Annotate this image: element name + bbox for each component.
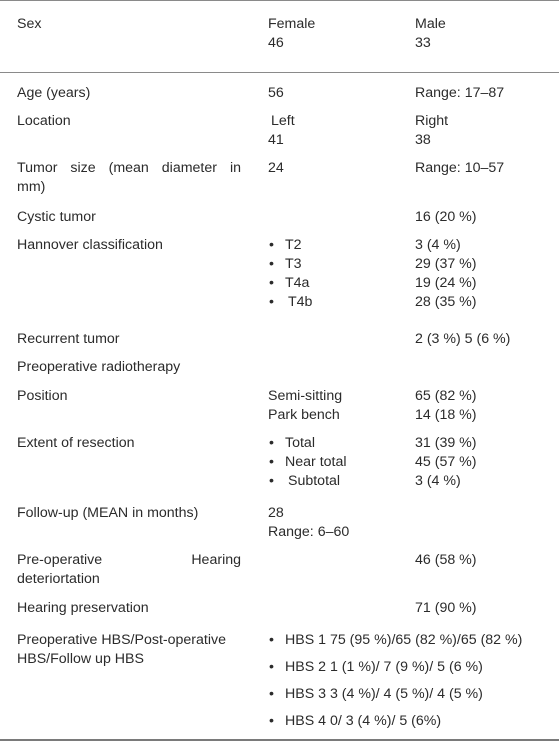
row-label: Hearing preservation [17,600,149,616]
row-male-value: Range: 17–87 [415,85,505,101]
hannover-grades [268,236,408,312]
row-label: Hannover classification [17,237,163,253]
label-word: diameter [161,160,217,176]
header-female-count: 46 [268,35,284,51]
list-item: 14 (18 %) [415,407,477,423]
row-label: Preoperative radiotherapy [17,359,181,375]
list-item: • T3 [268,255,408,274]
location-left-label: Left [271,113,295,129]
list-item: 3 (4 %) [415,237,461,253]
row-location-right [415,112,555,150]
row-label: Follow-up (MEAN in months) [17,505,199,521]
followup-mean: 28 [268,505,284,521]
hbs-label-line2: HBS/Follow up HBS [17,651,144,667]
label-word: Tumor [17,160,58,176]
list-item: • T2 [268,236,408,255]
list-item: • Near total [268,453,408,472]
row-male-value: 71 (90 %) [415,600,477,616]
row-label: Cystic tumor [17,209,96,225]
label-word: (mean [108,160,149,176]
list-item: • HBS 2 1 (1 %)/ 7 (9 %)/ 5 (6 %) [268,658,558,677]
header-female [268,15,408,53]
resection-values [415,434,555,491]
list-item: 65 (82 %) [415,388,477,404]
row-label [17,159,241,197]
hbs-list [268,631,558,731]
row-male-value: Range: 10–57 [415,160,505,176]
position-values [415,387,555,425]
label-word: in [229,160,241,176]
list-item: 45 (57 %) [415,454,477,470]
table-header-rule [0,72,559,73]
list-item: Park bench [268,407,340,423]
row-label: Extent of resection [17,435,135,451]
label-word: size [70,160,96,176]
tumor-size-label-line1 [17,159,241,178]
hearing-det-label-line1 [17,551,241,570]
location-right-value: 38 [415,132,431,148]
row-label [17,551,241,589]
tumor-size-label-line2: mm) [17,179,46,195]
row-label: Recurrent tumor [17,331,120,347]
list-item: • Total [268,434,408,453]
list-item: 28 (35 %) [415,294,477,310]
header-male [415,15,555,53]
position-names [268,387,408,425]
location-left-value: 41 [268,132,284,148]
list-item: • HBS 3 3 (4 %)/ 4 (5 %)/ 4 (5 %) [268,685,558,704]
row-location-left [268,112,411,150]
header-male-count: 33 [415,35,431,51]
row-female-value: 56 [268,85,284,101]
row-label: Position [17,388,68,404]
header-male-label: Male [415,16,446,32]
row-label: Location [17,113,71,129]
row-female-value: 24 [268,160,284,176]
list-item: Semi-sitting [268,388,343,404]
row-male-value: 46 (58 %) [415,552,477,568]
followup-range: Range: 6–60 [268,524,350,540]
label-word: Pre-operative [17,552,103,568]
list-item: • Subtotal [268,472,408,491]
followup-female [268,504,408,542]
location-right-label: Right [415,113,449,129]
row-label [17,631,241,669]
row-male-value: 16 (20 %) [415,209,477,225]
list-item: 3 (4 %) [415,473,461,489]
hbs-label-line1: Preoperative HBS/Post-operative [17,632,226,648]
table-top-rule [0,0,559,1]
hannover-values [415,236,555,312]
row-label: Age (years) [17,85,91,101]
hearing-det-label-line2: deteriortation [17,571,100,587]
list-item: • T4a [268,274,408,293]
list-item: • HBS 1 75 (95 %)/65 (82 %)/65 (82 %) [268,631,558,650]
list-item: 29 (37 %) [415,256,477,272]
list-item: 31 (39 %) [415,435,477,451]
header-female-label: Female [268,16,316,32]
header-sex: Sex [17,16,42,32]
row-male-value: 2 (3 %) 5 (6 %) [415,331,511,347]
list-item: • HBS 4 0/ 3 (4 %)/ 5 (6%) [268,712,558,731]
resection-names [268,434,408,491]
list-item: • T4b [268,293,408,312]
list-item: 19 (24 %) [415,275,477,291]
label-word: Hearing [191,552,241,568]
